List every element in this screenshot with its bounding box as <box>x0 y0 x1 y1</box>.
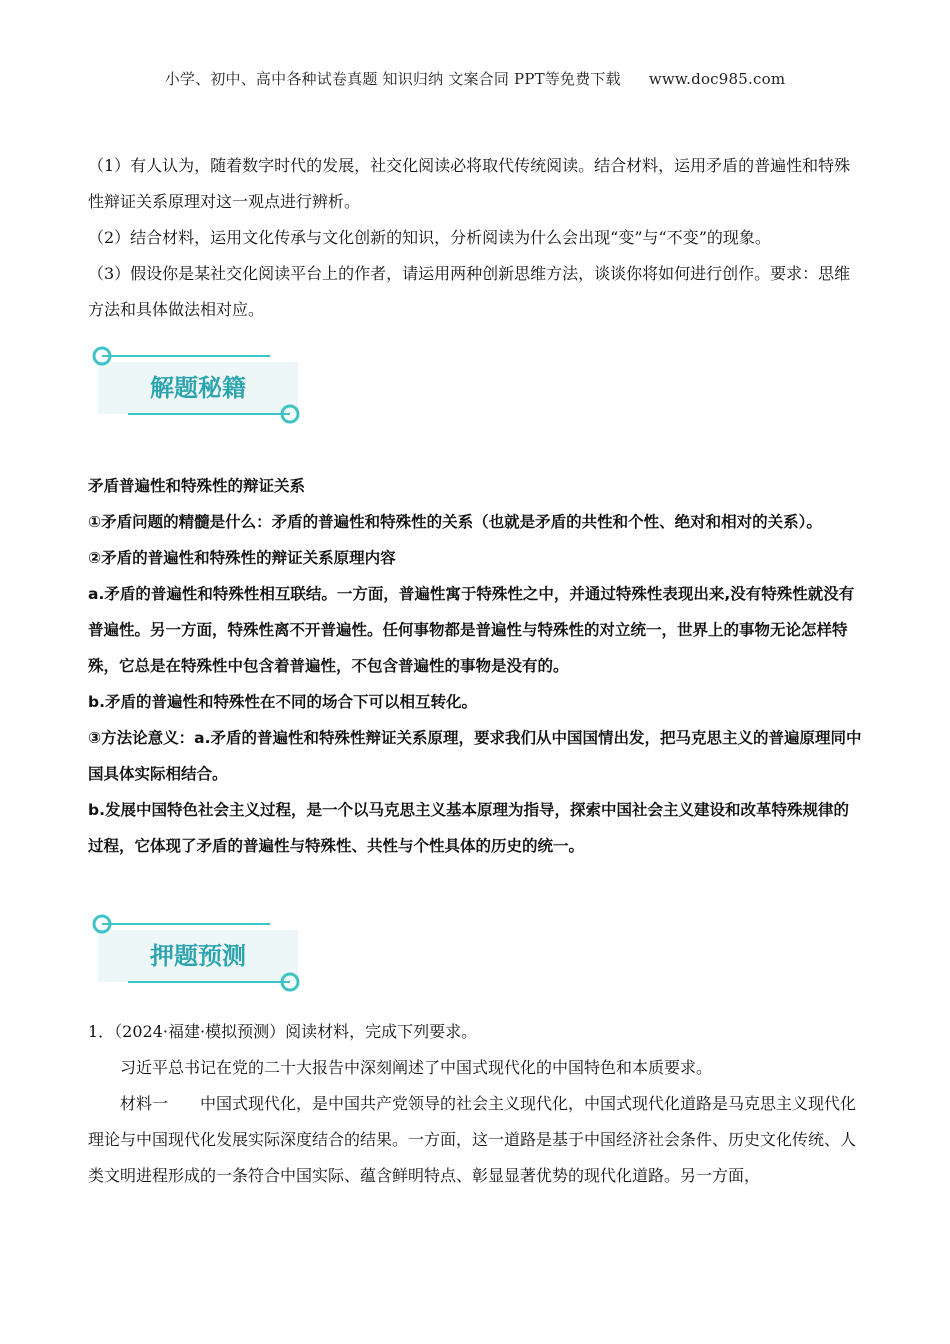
problem-material-1: 材料一 中国式现代化，是中国共产党领导的社会主义现代化，中国式现代化道路是马克思主义现代化理论与中国现代化发展实际深度结合的结果。一方面，这一道路是基于中国经济社会条件、历史文化传统、人类文明进程形成的一条符合中国实际、蕴含鲜明特点、彰显显著优势的现代化道路。另一方面， <box>88 1094 857 1185</box>
banner-prediction <box>88 904 308 1000</box>
page-header <box>0 68 950 89</box>
problem-lead: 习近平总书记在党的二十大报告中深刻阐述了中国式现代化的中国特色和本质要求。 <box>120 1058 713 1077</box>
tips-section <box>88 468 863 864</box>
problem-intro: 1．（2024·福建·模拟预测）阅读材料，完成下列要求。 <box>88 1022 478 1041</box>
tips-point-2a: a.矛盾的普遍性和特殊性相互联结。一方面，普遍性寓于特殊性之中，并通过特殊性表现出来,没有特殊性就没有普遍性。另一方面，特殊性离不开普遍性。任何事物都是普遍性与特殊性的对立统一，世界上的事物无论怎样特殊，它总是在特殊性中包含着普遍性，不包含普遍性的事物是没有的。 <box>88 585 855 675</box>
question-2: （2）结合材料，运用文化传承与文化创新的知识，分析阅读为什么会出现“变”与“不变”的现象。 <box>88 228 771 247</box>
tips-point-2: ②矛盾的普遍性和特殊性的辩证关系原理内容 <box>88 549 396 567</box>
tips-title: 矛盾普遍性和特殊性的辩证关系 <box>88 477 306 495</box>
header-text: 小学、初中、高中各种试卷真题 知识归纳 文案合同 PPT等免费下载 <box>164 70 621 88</box>
banner-solving-tips <box>88 336 308 432</box>
tips-point-3b: b.发展中国特色社会主义过程，是一个以马克思主义基本原理为指导，探索中国社会主义建设和改革特殊规律的过程，它体现了矛盾的普遍性与特殊性、共性与个性具体的历史的统一。 <box>88 801 849 855</box>
tips-point-3a: ③方法论意义：a.矛盾的普遍性和特殊性辩证关系原理，要求我们从中国国情出发，把马克思主义的普遍原理同中国具体实际相结合。 <box>88 729 862 783</box>
banner-2-label: 押题预测 <box>150 942 246 970</box>
header-url[interactable]: www.doc985.com <box>648 70 786 88</box>
banner-1-label: 解题秘籍 <box>150 374 246 402</box>
tips-point-1: ①矛盾问题的精髓是什么：矛盾的普遍性和特殊性的关系（也就是矛盾的共性和个性、绝对和相对的关系）。 <box>88 513 822 531</box>
question-3: （3）假设你是某社交化阅读平台上的作者，请运用两种创新思维方法，谈谈你将如何进行创作。要求：思维方法和具体做法相对应。 <box>88 264 851 319</box>
question-1: （1）有人认为，随着数字时代的发展，社交化阅读必将取代传统阅读。结合材料，运用矛盾的普遍性和特殊性辩证关系原理对这一观点进行辨析。 <box>88 156 851 211</box>
questions-section <box>88 148 863 328</box>
problem-section <box>88 1014 863 1194</box>
tips-point-2b: b.矛盾的普遍性和特殊性在不同的场合下可以相互转化。 <box>88 693 477 711</box>
